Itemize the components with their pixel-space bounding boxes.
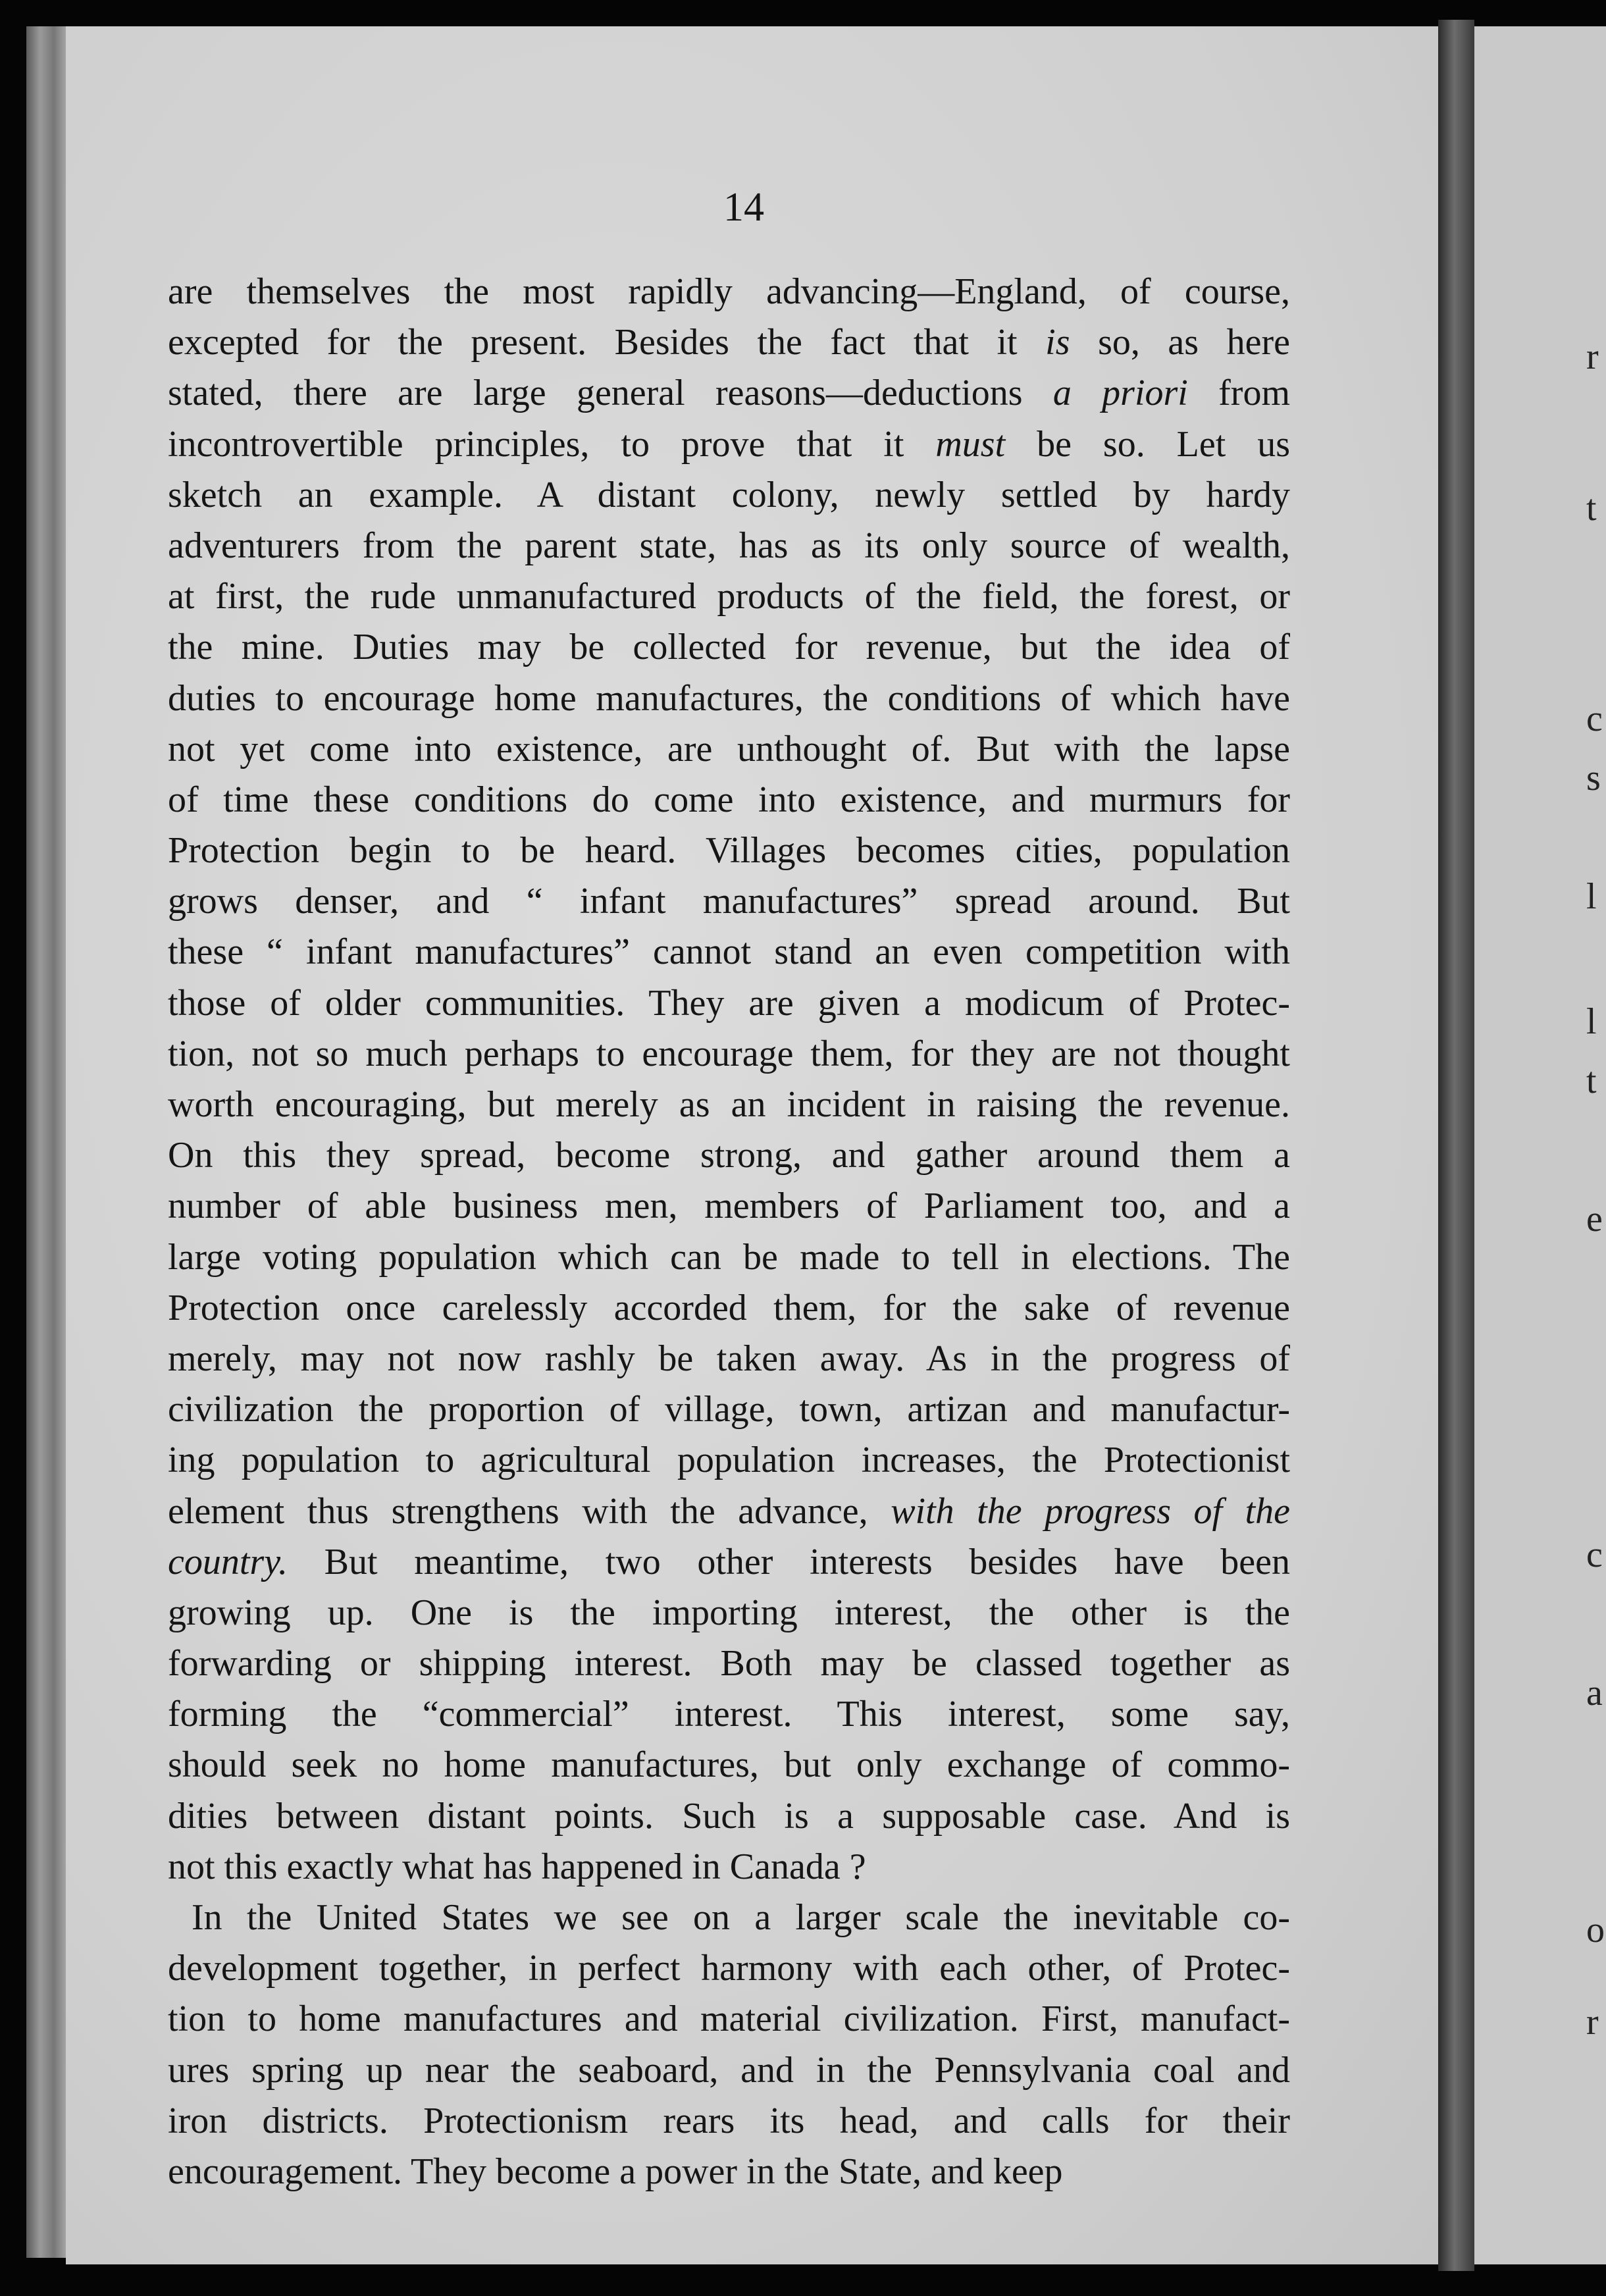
text-line: forming the “commercial” interest. This interest, some say, bbox=[168, 1694, 1290, 1735]
text-line: of time these conditions do come into existence, and murmurs for bbox=[168, 779, 1290, 820]
text-line: encouragement. They become a power in the State, and keep bbox=[168, 2151, 1063, 2192]
text-line: number of able business men, members of Parliament too, and a bbox=[168, 1186, 1290, 1227]
body-text bbox=[168, 267, 1290, 2197]
text-line: not this exactly what has happened in Canada ? bbox=[168, 1846, 866, 1887]
text-line: grows denser, and “ infant manufactures” spread around. But bbox=[168, 881, 1290, 922]
text-line: those of older communities. They are given a modicum of Protec- bbox=[168, 982, 1290, 1024]
facing-page-letter: l bbox=[1586, 1001, 1597, 1042]
text-line: growing up. One is the importing interest, the other is the bbox=[168, 1592, 1290, 1633]
text-line: the mine. Duties may be collected for revenue, but the idea of bbox=[168, 627, 1290, 668]
text-line: iron districts. Protectionism rears its head, and calls for their bbox=[168, 2100, 1290, 2141]
facing-page-letter: c bbox=[1586, 698, 1603, 739]
text-line: these “ infant manufactures” cannot stand an even competition with bbox=[168, 931, 1290, 973]
facing-page-letter: e bbox=[1586, 1199, 1603, 1239]
text-line: merely, may not now rashly be taken away. As in the progress of bbox=[168, 1338, 1290, 1379]
text-line: On this they spread, become strong, and gather around them a bbox=[168, 1135, 1290, 1176]
facing-page-letter: r bbox=[1586, 336, 1599, 377]
text-line: not yet come into existence, are unthought of. But with the lapse bbox=[168, 728, 1290, 770]
facing-page-letter: r bbox=[1586, 2002, 1599, 2043]
text-line: incontrovertible principles, to prove that it must be so. Let us bbox=[168, 423, 1291, 465]
text-line: adventurers from the parent state, has as its only source of wealth, bbox=[168, 525, 1290, 566]
page-number: 14 bbox=[723, 185, 764, 230]
text-line: tion to home manufactures and material civilization. First, manufact- bbox=[168, 1998, 1290, 2040]
text-line: development together, in perfect harmony with each other, of Protec- bbox=[168, 1948, 1290, 1989]
facing-page-letter: a bbox=[1586, 1673, 1603, 1713]
text-line: stated, there are large general reasons—deductions a priori from bbox=[168, 373, 1290, 414]
text-line: at first, the rude unmanufactured products of the field, the forest, or bbox=[168, 576, 1290, 617]
text-line: ing population to agricultural population increases, the Protectionist bbox=[168, 1440, 1290, 1481]
text-line: large voting population which can be made to tell in elections. The bbox=[168, 1236, 1290, 1278]
text-line: should seek no home manufactures, but only exchange of commo- bbox=[168, 1744, 1290, 1786]
facing-page-letter: o bbox=[1586, 1910, 1605, 1950]
text-line: In the United States we see on a larger scale the inevitable co- bbox=[192, 1897, 1290, 1938]
text-line: civilization the proportion of village, town, artizan and manufactur- bbox=[168, 1389, 1290, 1430]
facing-page-letter: s bbox=[1586, 758, 1601, 798]
facing-page-letter: t bbox=[1586, 1060, 1597, 1101]
facing-page-letter: c bbox=[1586, 1534, 1603, 1575]
facing-page-strip bbox=[1474, 26, 1606, 2264]
text-line: ures spring up near the seaboard, and in the Pennsylvania coal and bbox=[168, 2049, 1290, 2091]
text-line: element thus strengthens with the advance, with the progress of the bbox=[168, 1490, 1290, 1532]
text-line: tion, not so much perhaps to encourage them, for they are not thought bbox=[168, 1033, 1290, 1074]
text-line: excepted for the present. Besides the fact that it is so, as here bbox=[168, 322, 1290, 363]
text-line: Protection begin to be heard. Villages becomes cities, population bbox=[168, 830, 1290, 872]
text-line: Protection once carelessly accorded them, for the sake of revenue bbox=[168, 1287, 1290, 1328]
text-line: country. But meantime, two other interests besides have been bbox=[168, 1541, 1290, 1582]
text-line: dities between distant points. Such is a supposable case. And is bbox=[168, 1795, 1290, 1837]
binding-gutter bbox=[1438, 20, 1474, 2271]
text-line: sketch an example. A distant colony, newly settled by hardy bbox=[168, 474, 1290, 515]
text-line: forwarding or shipping interest. Both may be classed together as bbox=[168, 1643, 1290, 1684]
facing-page-letter: t bbox=[1586, 488, 1597, 529]
text-line: worth encouraging, but merely as an incident in raising the revenue. bbox=[168, 1084, 1290, 1125]
text-line: duties to encourage home manufactures, the conditions of which have bbox=[168, 677, 1290, 719]
facing-page-letter: l bbox=[1586, 876, 1597, 917]
text-line: are themselves the most rapidly advancing—England, of course, bbox=[168, 271, 1290, 312]
